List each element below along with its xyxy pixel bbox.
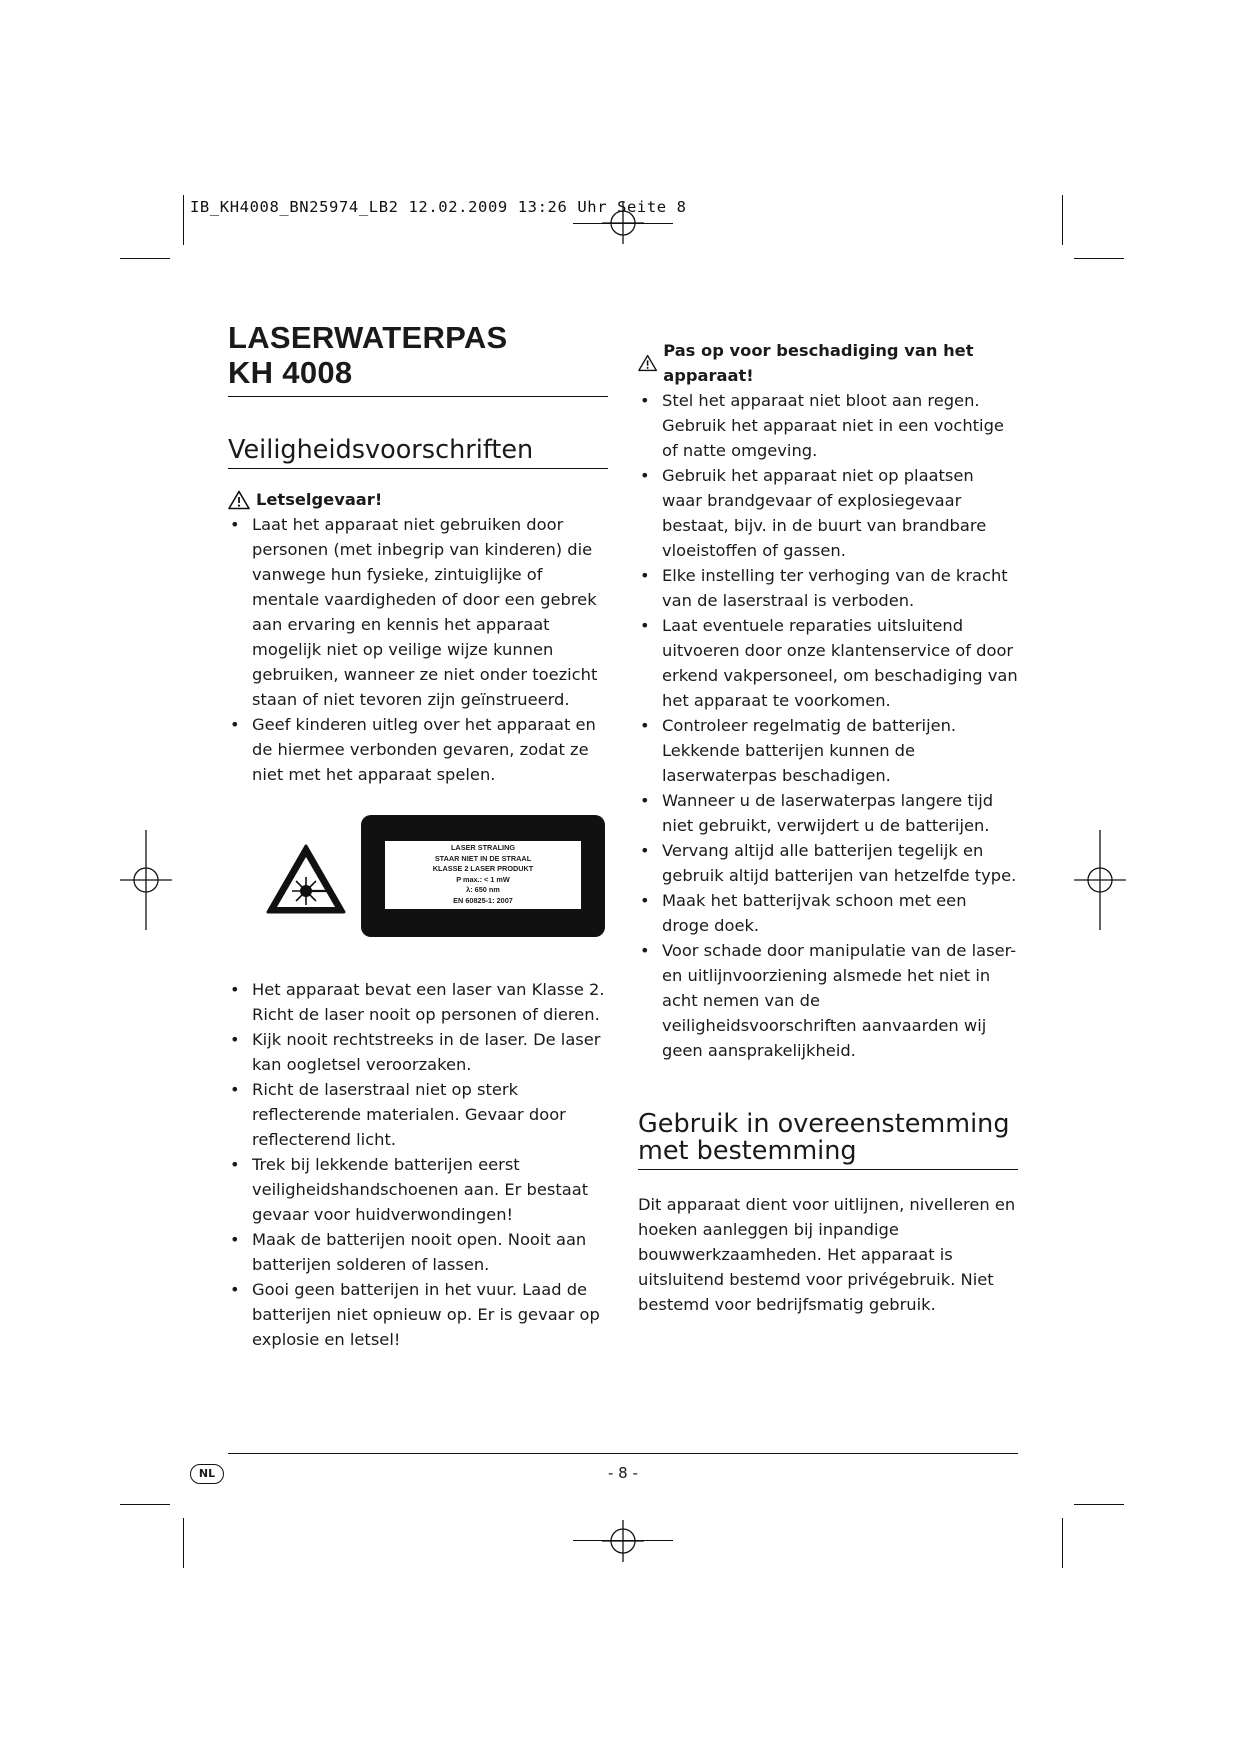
heading-line-1: Gebruik in overeenstemming <box>638 1109 1010 1139</box>
list-item: • Richt de laserstraal niet op sterk reflecterende materialen. Gevaar door reflecterend licht. <box>228 1077 608 1152</box>
registration-mark-left-icon <box>120 830 172 930</box>
list-item: • Vervang altijd alle batterijen tegelijk en gebruik altijd batterijen van hetzelfde type. <box>638 838 1018 888</box>
label-line: LASER STRALING <box>450 843 516 852</box>
label-line: P max.: < 1 mW <box>456 874 510 884</box>
warning-triangle-icon <box>638 353 657 373</box>
registration-mark-right-icon <box>1074 830 1126 930</box>
list-item: • Gebruik het apparaat niet op plaatsen waar brandgevaar of explosiegevaar bestaat, bijv. in de buurt van brandbare vloeistoffen of gassen. <box>638 463 1018 563</box>
section-heading-safety: Veiligheidsvoorschriften <box>228 437 608 469</box>
laser-hazard-icon <box>265 843 347 915</box>
label-line: STAAR NIET IN DE STRAAL <box>434 853 532 863</box>
list-item: • Laat het apparaat niet gebruiken door personen (met inbegrip van kinderen) die vanwege hun fysieke, zintuiglijke of mentale vaardigheden of door een gebrek aan ervaring en kennis het apparaat mogelijk niet op veilige wijze kunnen gebruiken, wanneer ze niet onder toezicht staan of niet tevoren zijn geïnstrueerd. <box>228 512 608 712</box>
laser-warning-labels <box>228 815 608 955</box>
warning-title: Letselgevaar! <box>256 490 383 509</box>
language-badge: NL <box>190 1464 224 1484</box>
warning-triangle-icon <box>228 490 250 510</box>
section-heading-intended-use <box>638 1111 1018 1170</box>
title-line-2: KH 4008 <box>228 355 353 390</box>
page-title <box>228 320 608 397</box>
print-slug: IB_KH4008_BN25974_LB2 12.02.2009 13:26 Uhr Seite 8 <box>190 198 687 216</box>
left-column <box>228 320 608 1352</box>
label-line: λ: 650 nm <box>466 885 500 894</box>
warning-heading-injury <box>228 487 608 512</box>
list-item: • Het apparaat bevat een laser van Klasse 2. Richt de laser nooit op personen of dieren. <box>228 977 608 1027</box>
list-item: • Laat eventuele reparaties uitsluitend uitvoeren door onze klantenservice of door erkend vakpersoneel, om beschadiging van het apparaat te voorkomen. <box>638 613 1018 713</box>
right-column <box>638 338 1018 1317</box>
warning-heading-damage <box>638 338 1018 388</box>
injury-warning-list <box>228 512 608 787</box>
laser-class-label <box>361 815 605 937</box>
heading-line-2: met bestemming <box>638 1136 857 1166</box>
list-item: • Geef kinderen uitleg over het apparaat en de hiermee verbonden gevaren, zodat ze niet met het apparaat spelen. <box>228 712 608 787</box>
device-damage-list <box>638 388 1018 1063</box>
list-item: • Controleer regelmatig de batterijen. Lekkende batterijen kunnen de laserwaterpas beschadigen. <box>638 713 1018 788</box>
list-item: • Maak de batterijen nooit open. Nooit aan batterijen solderen of lassen. <box>228 1227 608 1277</box>
laser-safety-list <box>228 977 608 1352</box>
list-item: • Stel het apparaat niet bloot aan regen. Gebruik het apparaat niet in een vochtige of natte omgeving. <box>638 388 1018 463</box>
list-item: • Gooi geen batterijen in het vuur. Laad de batterijen niet opnieuw op. Er is gevaar op explosie en letsel! <box>228 1277 608 1352</box>
list-item: • Trek bij lekkende batterijen eerst veiligheidshandschoenen aan. Er bestaat gevaar voor huidverwondingen! <box>228 1152 608 1227</box>
registration-mark-top-icon <box>600 200 646 246</box>
laser-class-label-text <box>385 841 581 909</box>
registration-mark-bottom-icon <box>600 1518 646 1564</box>
warning-title: Pas op voor beschadiging van het apparaat! <box>663 341 974 385</box>
label-line: EN 60825-1: 2007 <box>453 895 513 905</box>
list-item: • Maak het batterijvak schoon met een droge doek. <box>638 888 1018 938</box>
list-item: • Wanneer u de laserwaterpas langere tijd niet gebruikt, verwijdert u de batterijen. <box>638 788 1018 838</box>
list-item: • Kijk nooit rechtstreeks in de laser. De laser kan oogletsel veroorzaken. <box>228 1027 608 1077</box>
intended-use-paragraph: Dit apparaat dient voor uitlijnen, nivelleren en hoeken aanleggen bij inpandige bouwwerkzaamheden. Het apparaat is uitsluitend bestemd voor privégebruik. Niet bestemd voor bedrijfsmatig gebruik. <box>638 1195 1016 1314</box>
list-item: • Voor schade door manipulatie van de laser- en uitlijnvoorziening alsmede het niet in acht nemen van de veiligheidsvoorschriften aanvaarden wij geen aansprakelijkheid. <box>638 938 1018 1063</box>
list-item: • Elke instelling ter verhoging van de kracht van de laserstraal is verboden. <box>638 563 1018 613</box>
footer-divider <box>228 1453 1018 1454</box>
title-line-1: LASERWATERPAS <box>228 320 508 355</box>
label-line: KLASSE 2 LASER PRODUKT <box>432 864 534 873</box>
page-number: - 8 - <box>608 1464 638 1482</box>
